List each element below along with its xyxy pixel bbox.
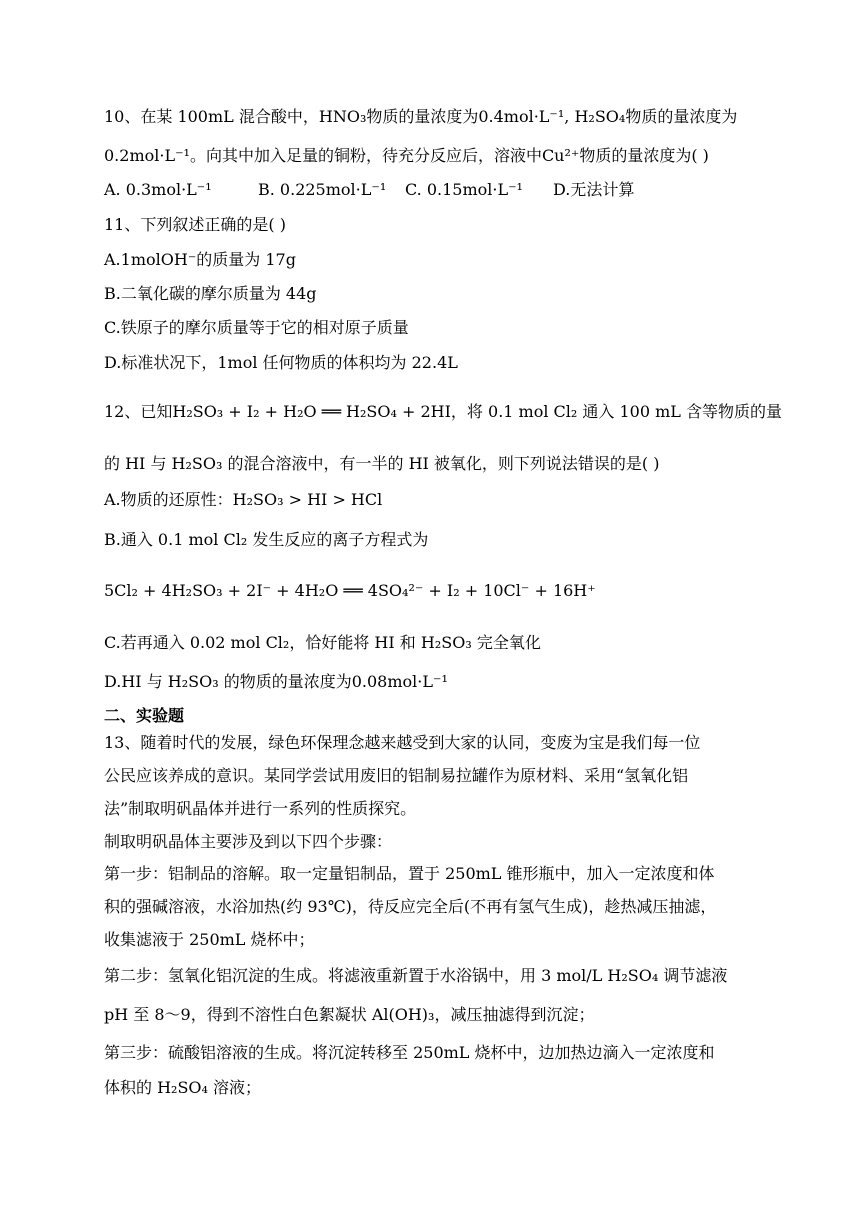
- q13-line-10: 第三步：硫酸铝溶液的生成。将沉淀转移至 250mL 烧杯中，边加热边滴入一定浓度和: [104, 1043, 715, 1062]
- q13-line-4: 制取明矾晶体主要涉及到以下四个步骤：: [104, 832, 393, 851]
- q13-line-5: 第一步：铝制品的溶解。取一定量铝制品，置于 250mL 锥形瓶中，加入一定浓度和体: [104, 864, 715, 883]
- q13-line-6: 积的强碱溶液，水浴加热(约 93℃)，待反应完全后(不再有氢气生成)，趁热减压抽滤，: [104, 897, 717, 916]
- q11-option-a: A.1molOH⁻的质量为 17g: [104, 250, 296, 269]
- q13-line-1: 13、随着时代的发展，绿色环保理念越来越受到大家的认同，变废为宝是我们每一位: [104, 733, 701, 752]
- q13-line-3: 法”制取明矾晶体并进行一系列的性质探究。: [104, 799, 417, 818]
- q12-option-a: A.物质的还原性：H₂SO₃ > HI > HCl: [104, 490, 383, 509]
- q11-option-b: B.二氧化碳的摩尔质量为 44g: [104, 284, 317, 303]
- q12-option-c: C.若再通入 0.02 mol Cl₂，恰好能将 HI 和 H₂SO₃ 完全氧化: [104, 633, 541, 652]
- q12-equation: 5Cl₂ + 4H₂SO₃ + 2I⁻ + 4H₂O ══ 4SO₄²⁻ + I₂ + 10Cl⁻ + 16H⁺: [104, 581, 596, 600]
- q10-line2: 0.2mol·L⁻¹。向其中加入足量的铜粉，待充分反应后，溶液中Cu²⁺物质的量浓度为( ): [104, 146, 709, 165]
- q11-stem: 11、下列叙述正确的是( ): [104, 215, 286, 234]
- q10-option-a: A. 0.3mol·L⁻¹: [104, 180, 212, 199]
- q13-line-9: pH 至 8～9，得到不溶性白色絮凝状 Al(OH)₃，减压抽滤得到沉淀；: [104, 1005, 595, 1024]
- q12-option-d: D.HI 与 H₂SO₃ 的物质的量浓度为0.08mol·L⁻¹: [104, 672, 448, 691]
- q13-line-2: 公民应该养成的意识。某同学尝试用废旧的铝制易拉罐作为原材料、采用“氢氧化铝: [104, 766, 689, 785]
- section-heading: 二、实验题: [104, 706, 185, 725]
- q11-option-c: C.铁原子的摩尔质量等于它的相对原子质量: [104, 318, 409, 337]
- q13-line-8: 第二步：氢氧化铝沉淀的生成。将滤液重新置于水浴锅中，用 3 mol/L H₂SO₄ 调节滤液: [104, 966, 728, 985]
- q10-option-c: C. 0.15mol·L⁻¹: [405, 180, 523, 199]
- q12-line2: 的 HI 与 H₂SO₃ 的混合溶液中，有一半的 HI 被氧化，则下列说法错误的是( ): [104, 454, 660, 473]
- q13-line-11: 体积的 H₂SO₄ 溶液；: [104, 1078, 262, 1097]
- q10-option-d: D.无法计算: [553, 180, 635, 199]
- q10-option-b: B. 0.225mol·L⁻¹: [258, 180, 387, 199]
- q12-line1: 12、已知H₂SO₃ + I₂ + H₂O ══ H₂SO₄ + 2HI，将 0.1 mol Cl₂ 通入 100 mL 含等物质的量: [104, 402, 783, 421]
- q10-line1: 10、在某 100mL 混合酸中，HNO₃物质的量浓度为0.4mol·L⁻¹, H₂SO₄物质的量浓度为: [104, 107, 738, 126]
- q11-option-d: D.标准状况下，1mol 任何物质的体积均为 22.4L: [104, 353, 458, 372]
- q13-line-7: 收集滤液于 250mL 烧杯中；: [104, 930, 315, 949]
- q12-option-b: B.通入 0.1 mol Cl₂ 发生反应的离子方程式为: [104, 530, 429, 549]
